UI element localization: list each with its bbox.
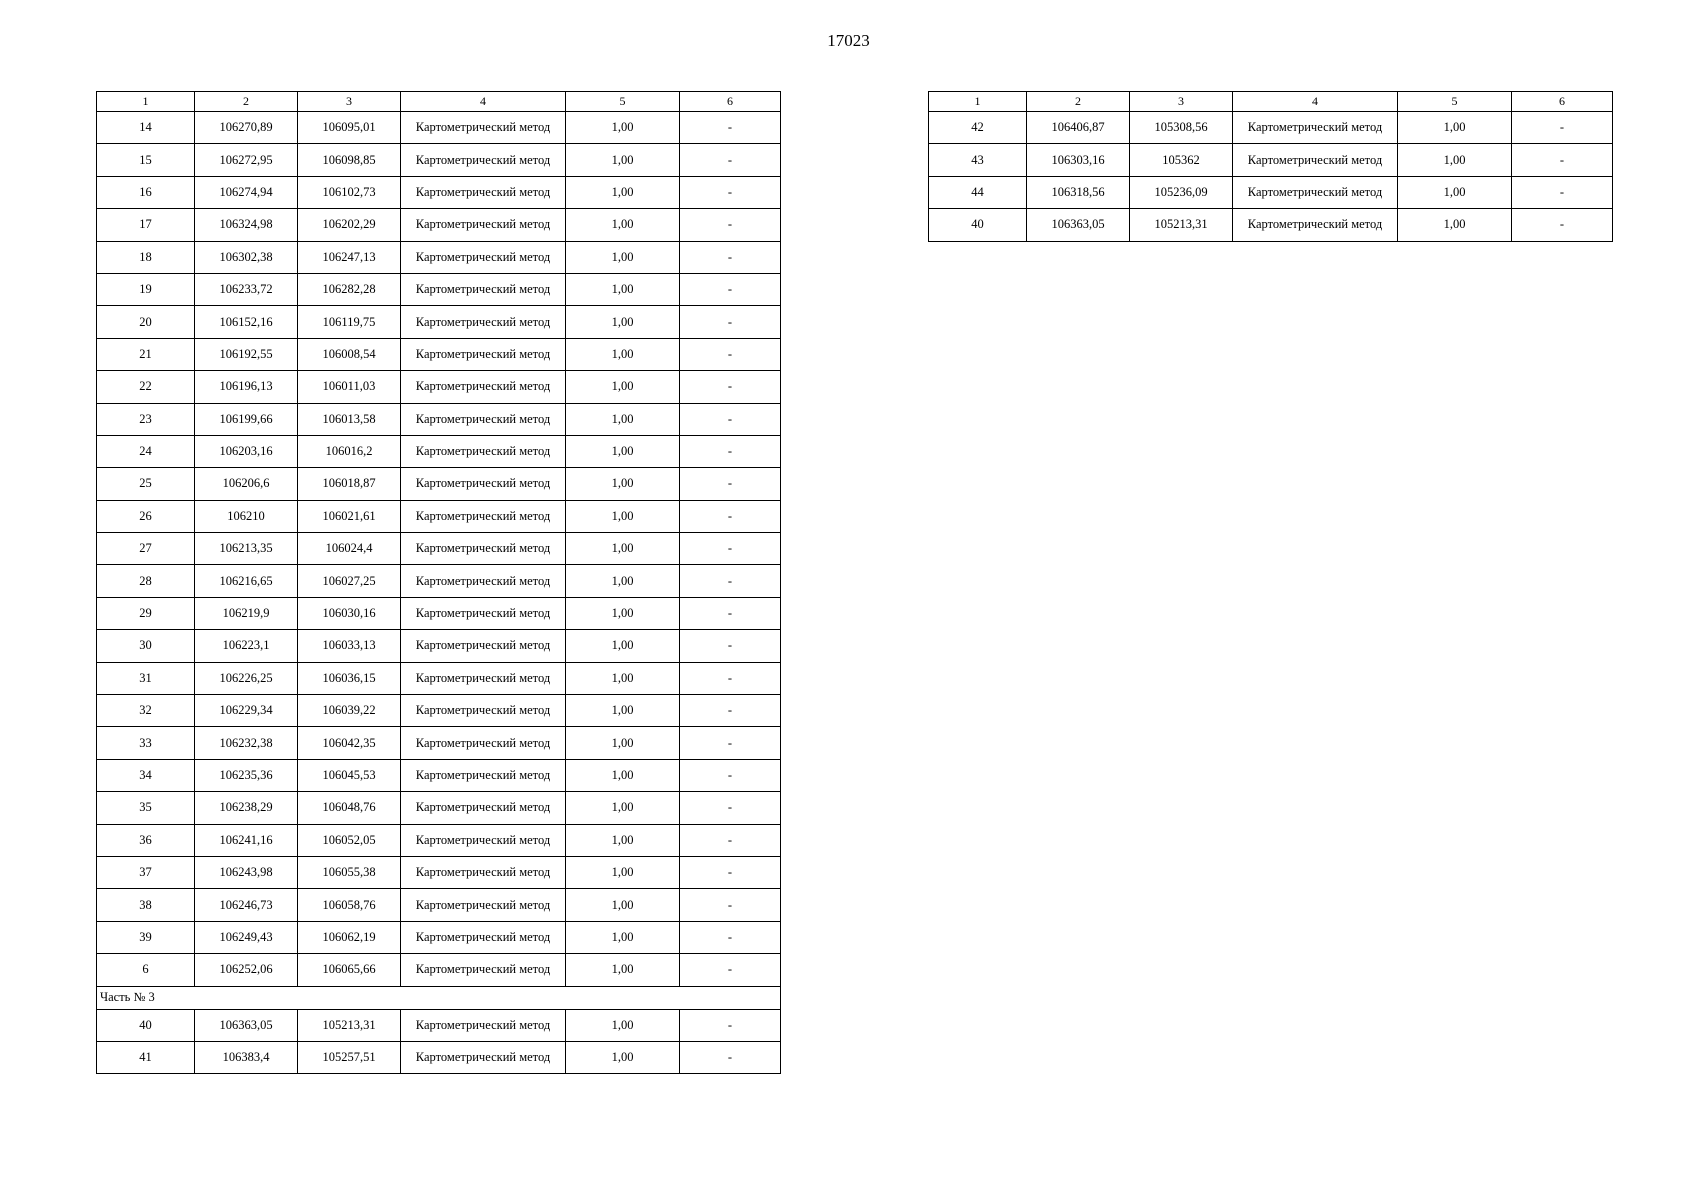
description-cell: - bbox=[680, 1009, 781, 1041]
x-coordinate-cell: 106203,16 bbox=[195, 435, 298, 467]
accuracy-cell: 1,00 bbox=[566, 338, 680, 370]
method-cell: Картометрический метод bbox=[401, 338, 566, 370]
x-coordinate-cell: 106249,43 bbox=[195, 921, 298, 953]
y-coordinate-cell: 106039,22 bbox=[298, 695, 401, 727]
description-cell: - bbox=[680, 856, 781, 888]
table-row bbox=[97, 856, 781, 888]
method-cell: Картометрический метод bbox=[401, 1009, 566, 1041]
header-cell: 4 bbox=[1233, 92, 1398, 112]
y-coordinate-cell: 106247,13 bbox=[298, 241, 401, 273]
x-coordinate-cell: 106302,38 bbox=[195, 241, 298, 273]
point-number-cell: 20 bbox=[97, 306, 195, 338]
description-cell: - bbox=[680, 338, 781, 370]
y-coordinate-cell: 106045,53 bbox=[298, 759, 401, 791]
method-cell: Картометрический метод bbox=[401, 565, 566, 597]
y-coordinate-cell: 105257,51 bbox=[298, 1041, 401, 1073]
method-cell: Картометрический метод bbox=[401, 662, 566, 694]
table-row bbox=[97, 824, 781, 856]
table-row bbox=[97, 306, 781, 338]
header-cell: 5 bbox=[566, 92, 680, 112]
header-cell: 2 bbox=[1027, 92, 1130, 112]
point-number-cell: 26 bbox=[97, 500, 195, 532]
accuracy-cell: 1,00 bbox=[566, 176, 680, 208]
accuracy-cell: 1,00 bbox=[566, 371, 680, 403]
point-number-cell: 37 bbox=[97, 856, 195, 888]
x-coordinate-cell: 106229,34 bbox=[195, 695, 298, 727]
point-number-cell: 23 bbox=[97, 403, 195, 435]
x-coordinate-cell: 106219,9 bbox=[195, 597, 298, 629]
point-number-cell: 30 bbox=[97, 630, 195, 662]
accuracy-cell: 1,00 bbox=[566, 824, 680, 856]
description-cell: - bbox=[680, 209, 781, 241]
description-cell: - bbox=[680, 889, 781, 921]
accuracy-cell: 1,00 bbox=[1398, 144, 1512, 176]
point-number-cell: 6 bbox=[97, 954, 195, 986]
description-cell: - bbox=[680, 112, 781, 144]
accuracy-cell: 1,00 bbox=[566, 273, 680, 305]
accuracy-cell: 1,00 bbox=[566, 435, 680, 467]
method-cell: Картометрический метод bbox=[401, 112, 566, 144]
point-number-cell: 35 bbox=[97, 792, 195, 824]
header-cell: 6 bbox=[680, 92, 781, 112]
accuracy-cell: 1,00 bbox=[566, 403, 680, 435]
table-row bbox=[97, 921, 781, 953]
description-cell: - bbox=[680, 759, 781, 791]
method-cell: Картометрический метод bbox=[401, 306, 566, 338]
table-row bbox=[97, 241, 781, 273]
accuracy-cell: 1,00 bbox=[566, 468, 680, 500]
x-coordinate-cell: 106318,56 bbox=[1027, 176, 1130, 208]
y-coordinate-cell: 106102,73 bbox=[298, 176, 401, 208]
y-coordinate-cell: 106119,75 bbox=[298, 306, 401, 338]
method-cell: Картометрический метод bbox=[401, 921, 566, 953]
page-number: 17023 bbox=[827, 31, 870, 50]
description-cell: - bbox=[680, 371, 781, 403]
method-cell: Картометрический метод bbox=[401, 1041, 566, 1073]
table-row bbox=[97, 954, 781, 986]
description-cell: - bbox=[1512, 209, 1613, 241]
coordinates-table-right bbox=[928, 91, 1613, 242]
table-row bbox=[929, 112, 1613, 144]
x-coordinate-cell: 106303,16 bbox=[1027, 144, 1130, 176]
method-cell: Картометрический метод bbox=[401, 954, 566, 986]
y-coordinate-cell: 106062,19 bbox=[298, 921, 401, 953]
y-coordinate-cell: 105362 bbox=[1130, 144, 1233, 176]
point-number-cell: 18 bbox=[97, 241, 195, 273]
accuracy-cell: 1,00 bbox=[566, 597, 680, 629]
y-coordinate-cell: 106033,13 bbox=[298, 630, 401, 662]
description-cell: - bbox=[680, 954, 781, 986]
x-coordinate-cell: 106206,6 bbox=[195, 468, 298, 500]
y-coordinate-cell: 106095,01 bbox=[298, 112, 401, 144]
point-number-cell: 27 bbox=[97, 533, 195, 565]
description-cell: - bbox=[680, 435, 781, 467]
accuracy-cell: 1,00 bbox=[566, 954, 680, 986]
table-row bbox=[97, 759, 781, 791]
table-row bbox=[97, 1009, 781, 1041]
description-cell: - bbox=[680, 306, 781, 338]
header-cell: 3 bbox=[298, 92, 401, 112]
y-coordinate-cell: 106098,85 bbox=[298, 144, 401, 176]
header-cell: 4 bbox=[401, 92, 566, 112]
accuracy-cell: 1,00 bbox=[566, 662, 680, 694]
point-number-cell: 14 bbox=[97, 112, 195, 144]
accuracy-cell: 1,00 bbox=[566, 533, 680, 565]
method-cell: Картометрический метод bbox=[401, 371, 566, 403]
point-number-cell: 38 bbox=[97, 889, 195, 921]
description-cell: - bbox=[680, 1041, 781, 1073]
x-coordinate-cell: 106324,98 bbox=[195, 209, 298, 241]
x-coordinate-cell: 106233,72 bbox=[195, 273, 298, 305]
y-coordinate-cell: 106027,25 bbox=[298, 565, 401, 597]
point-number-cell: 21 bbox=[97, 338, 195, 370]
method-cell: Картометрический метод bbox=[401, 468, 566, 500]
accuracy-cell: 1,00 bbox=[566, 1009, 680, 1041]
table-row bbox=[97, 630, 781, 662]
method-cell: Картометрический метод bbox=[401, 695, 566, 727]
x-coordinate-cell: 106243,98 bbox=[195, 856, 298, 888]
method-cell: Картометрический метод bbox=[401, 273, 566, 305]
description-cell: - bbox=[1512, 144, 1613, 176]
point-number-cell: 15 bbox=[97, 144, 195, 176]
table-row bbox=[97, 468, 781, 500]
table-row bbox=[97, 792, 781, 824]
table-row bbox=[929, 176, 1613, 208]
point-number-cell: 29 bbox=[97, 597, 195, 629]
y-coordinate-cell: 106058,76 bbox=[298, 889, 401, 921]
point-number-cell: 34 bbox=[97, 759, 195, 791]
accuracy-cell: 1,00 bbox=[1398, 209, 1512, 241]
y-coordinate-cell: 106008,54 bbox=[298, 338, 401, 370]
description-cell: - bbox=[680, 241, 781, 273]
description-cell: - bbox=[680, 695, 781, 727]
description-cell: - bbox=[680, 921, 781, 953]
method-cell: Картометрический метод bbox=[401, 403, 566, 435]
accuracy-cell: 1,00 bbox=[566, 565, 680, 597]
point-number-cell: 33 bbox=[97, 727, 195, 759]
y-coordinate-cell: 106016,2 bbox=[298, 435, 401, 467]
x-coordinate-cell: 106406,87 bbox=[1027, 112, 1130, 144]
x-coordinate-cell: 106383,4 bbox=[195, 1041, 298, 1073]
point-number-cell: 32 bbox=[97, 695, 195, 727]
method-cell: Картометрический метод bbox=[401, 597, 566, 629]
description-cell: - bbox=[680, 565, 781, 597]
description-cell: - bbox=[680, 403, 781, 435]
point-number-cell: 17 bbox=[97, 209, 195, 241]
accuracy-cell: 1,00 bbox=[566, 921, 680, 953]
accuracy-cell: 1,00 bbox=[566, 889, 680, 921]
point-number-cell: 42 bbox=[929, 112, 1027, 144]
x-coordinate-cell: 106274,94 bbox=[195, 176, 298, 208]
accuracy-cell: 1,00 bbox=[566, 112, 680, 144]
point-number-cell: 44 bbox=[929, 176, 1027, 208]
method-cell: Картометрический метод bbox=[1233, 144, 1398, 176]
table-row bbox=[97, 209, 781, 241]
header-cell: 3 bbox=[1130, 92, 1233, 112]
x-coordinate-cell: 106363,05 bbox=[195, 1009, 298, 1041]
x-coordinate-cell: 106223,1 bbox=[195, 630, 298, 662]
header-row bbox=[929, 92, 1613, 112]
table-row bbox=[97, 727, 781, 759]
method-cell: Картометрический метод bbox=[401, 759, 566, 791]
method-cell: Картометрический метод bbox=[401, 500, 566, 532]
accuracy-cell: 1,00 bbox=[566, 209, 680, 241]
x-coordinate-cell: 106252,06 bbox=[195, 954, 298, 986]
description-cell: - bbox=[680, 597, 781, 629]
table-row bbox=[97, 338, 781, 370]
y-coordinate-cell: 105213,31 bbox=[298, 1009, 401, 1041]
table-row bbox=[97, 1041, 781, 1073]
description-cell: - bbox=[1512, 176, 1613, 208]
y-coordinate-cell: 106013,58 bbox=[298, 403, 401, 435]
table-row bbox=[97, 112, 781, 144]
y-coordinate-cell: 106202,29 bbox=[298, 209, 401, 241]
description-cell: - bbox=[680, 792, 781, 824]
table-row bbox=[97, 662, 781, 694]
description-cell: - bbox=[680, 468, 781, 500]
y-coordinate-cell: 106030,16 bbox=[298, 597, 401, 629]
accuracy-cell: 1,00 bbox=[566, 856, 680, 888]
x-coordinate-cell: 106210 bbox=[195, 500, 298, 532]
description-cell: - bbox=[680, 533, 781, 565]
method-cell: Картометрический метод bbox=[401, 792, 566, 824]
y-coordinate-cell: 105308,56 bbox=[1130, 112, 1233, 144]
y-coordinate-cell: 106024,4 bbox=[298, 533, 401, 565]
x-coordinate-cell: 106270,89 bbox=[195, 112, 298, 144]
x-coordinate-cell: 106241,16 bbox=[195, 824, 298, 856]
method-cell: Картометрический метод bbox=[401, 856, 566, 888]
method-cell: Картометрический метод bbox=[401, 176, 566, 208]
method-cell: Картометрический метод bbox=[401, 889, 566, 921]
table-row bbox=[97, 695, 781, 727]
x-coordinate-cell: 106199,66 bbox=[195, 403, 298, 435]
y-coordinate-cell: 105236,09 bbox=[1130, 176, 1233, 208]
point-number-cell: 25 bbox=[97, 468, 195, 500]
accuracy-cell: 1,00 bbox=[566, 500, 680, 532]
description-cell: - bbox=[1512, 112, 1613, 144]
accuracy-cell: 1,00 bbox=[1398, 176, 1512, 208]
x-coordinate-cell: 106272,95 bbox=[195, 144, 298, 176]
description-cell: - bbox=[680, 176, 781, 208]
description-cell: - bbox=[680, 144, 781, 176]
point-number-cell: 43 bbox=[929, 144, 1027, 176]
accuracy-cell: 1,00 bbox=[566, 759, 680, 791]
table-row bbox=[97, 889, 781, 921]
method-cell: Картометрический метод bbox=[401, 144, 566, 176]
point-number-cell: 16 bbox=[97, 176, 195, 208]
accuracy-cell: 1,00 bbox=[566, 1041, 680, 1073]
table-row bbox=[97, 403, 781, 435]
table-row bbox=[97, 144, 781, 176]
table-row bbox=[97, 435, 781, 467]
header-cell: 1 bbox=[97, 92, 195, 112]
table-row bbox=[929, 144, 1613, 176]
point-number-cell: 36 bbox=[97, 824, 195, 856]
y-coordinate-cell: 106042,35 bbox=[298, 727, 401, 759]
part-label: Часть № 3 bbox=[97, 986, 781, 1009]
x-coordinate-cell: 106152,16 bbox=[195, 306, 298, 338]
table-row bbox=[929, 209, 1613, 241]
point-number-cell: 24 bbox=[97, 435, 195, 467]
x-coordinate-cell: 106226,25 bbox=[195, 662, 298, 694]
table-row bbox=[97, 597, 781, 629]
accuracy-cell: 1,00 bbox=[566, 306, 680, 338]
y-coordinate-cell: 106048,76 bbox=[298, 792, 401, 824]
y-coordinate-cell: 106011,03 bbox=[298, 371, 401, 403]
y-coordinate-cell: 106065,66 bbox=[298, 954, 401, 986]
table-row bbox=[97, 273, 781, 305]
table-row bbox=[97, 565, 781, 597]
accuracy-cell: 1,00 bbox=[566, 241, 680, 273]
y-coordinate-cell: 106018,87 bbox=[298, 468, 401, 500]
method-cell: Картометрический метод bbox=[401, 533, 566, 565]
y-coordinate-cell: 106282,28 bbox=[298, 273, 401, 305]
y-coordinate-cell: 106055,38 bbox=[298, 856, 401, 888]
y-coordinate-cell: 106036,15 bbox=[298, 662, 401, 694]
x-coordinate-cell: 106235,36 bbox=[195, 759, 298, 791]
description-cell: - bbox=[680, 273, 781, 305]
header-row bbox=[97, 92, 781, 112]
method-cell: Картометрический метод bbox=[1233, 112, 1398, 144]
description-cell: - bbox=[680, 824, 781, 856]
x-coordinate-cell: 106246,73 bbox=[195, 889, 298, 921]
method-cell: Картометрический метод bbox=[401, 824, 566, 856]
method-cell: Картометрический метод bbox=[1233, 209, 1398, 241]
table-row bbox=[97, 176, 781, 208]
header-cell: 2 bbox=[195, 92, 298, 112]
point-number-cell: 19 bbox=[97, 273, 195, 305]
accuracy-cell: 1,00 bbox=[566, 695, 680, 727]
point-number-cell: 40 bbox=[929, 209, 1027, 241]
description-cell: - bbox=[680, 500, 781, 532]
point-number-cell: 39 bbox=[97, 921, 195, 953]
x-coordinate-cell: 106216,65 bbox=[195, 565, 298, 597]
accuracy-cell: 1,00 bbox=[566, 630, 680, 662]
method-cell: Картометрический метод bbox=[1233, 176, 1398, 208]
y-coordinate-cell: 106052,05 bbox=[298, 824, 401, 856]
description-cell: - bbox=[680, 727, 781, 759]
x-coordinate-cell: 106196,13 bbox=[195, 371, 298, 403]
part-label-row bbox=[97, 986, 781, 1009]
y-coordinate-cell: 106021,61 bbox=[298, 500, 401, 532]
method-cell: Картометрический метод bbox=[401, 241, 566, 273]
accuracy-cell: 1,00 bbox=[566, 792, 680, 824]
x-coordinate-cell: 106213,35 bbox=[195, 533, 298, 565]
method-cell: Картометрический метод bbox=[401, 727, 566, 759]
description-cell: - bbox=[680, 630, 781, 662]
method-cell: Картометрический метод bbox=[401, 435, 566, 467]
method-cell: Картометрический метод bbox=[401, 209, 566, 241]
point-number-cell: 41 bbox=[97, 1041, 195, 1073]
method-cell: Картометрический метод bbox=[401, 630, 566, 662]
accuracy-cell: 1,00 bbox=[1398, 112, 1512, 144]
y-coordinate-cell: 105213,31 bbox=[1130, 209, 1233, 241]
x-coordinate-cell: 106363,05 bbox=[1027, 209, 1130, 241]
coordinates-table-left bbox=[96, 91, 781, 1074]
header-cell: 5 bbox=[1398, 92, 1512, 112]
x-coordinate-cell: 106238,29 bbox=[195, 792, 298, 824]
header-cell: 1 bbox=[929, 92, 1027, 112]
point-number-cell: 28 bbox=[97, 565, 195, 597]
description-cell: - bbox=[680, 662, 781, 694]
x-coordinate-cell: 106192,55 bbox=[195, 338, 298, 370]
table-row bbox=[97, 371, 781, 403]
table-row bbox=[97, 500, 781, 532]
header-cell: 6 bbox=[1512, 92, 1613, 112]
accuracy-cell: 1,00 bbox=[566, 144, 680, 176]
point-number-cell: 40 bbox=[97, 1009, 195, 1041]
x-coordinate-cell: 106232,38 bbox=[195, 727, 298, 759]
point-number-cell: 31 bbox=[97, 662, 195, 694]
table-row bbox=[97, 533, 781, 565]
accuracy-cell: 1,00 bbox=[566, 727, 680, 759]
point-number-cell: 22 bbox=[97, 371, 195, 403]
